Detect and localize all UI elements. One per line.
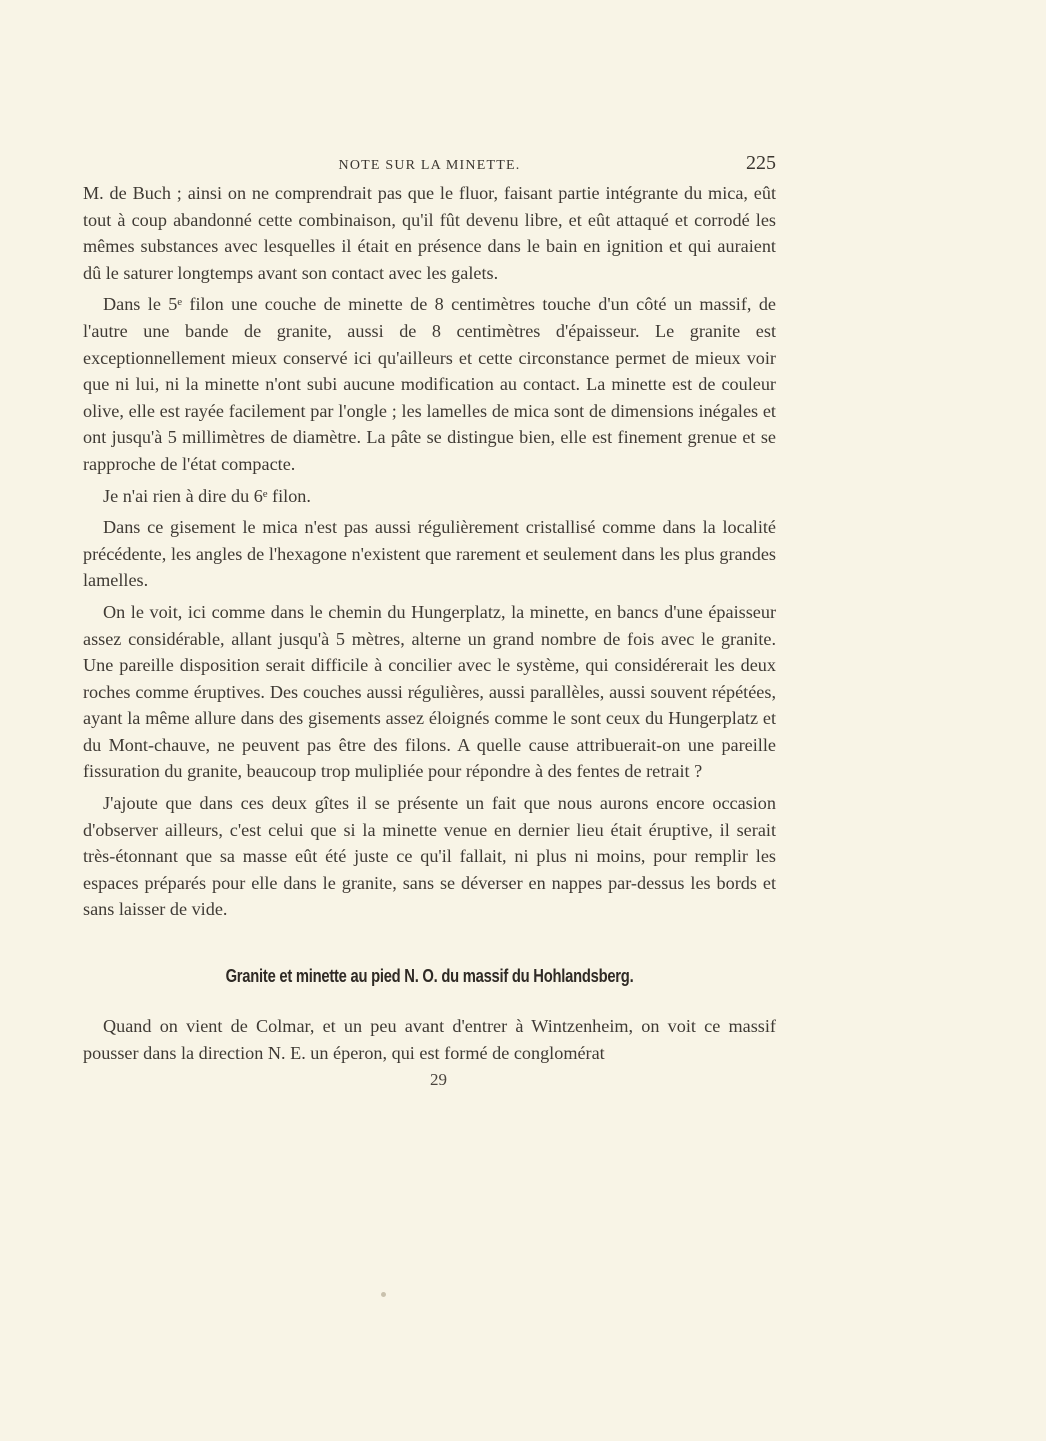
document-page: [83, 150, 776, 1090]
paragraph: Dans le 5ᵉ filon une couche de minette de 8 centimètres touche d'un côté un massif, de l'autre une bande de granite, aussi de 8 centimètres d'épaisseur. Le granite est exceptionnellement mieux conservé ici qu'ailleurs et cette circonstance permet de mieux voir que ni lui, ni la minette n'ont subi aucune modification au contact. La minette est de couleur olive, elle est rayée facilement par l'ongle ; les lamelles de mica sont de dimensions inégales et ont jusqu'à 5 millimètres de diamètre. La pâte se distingue bien, elle est finement grenue et se rapproche de l'état compacte.: [83, 294, 776, 474]
signature-mark: 29: [430, 1070, 447, 1090]
paragraph-continuation: M. de Buch ; ainsi on ne comprendrait pas que le fluor, faisant partie intégrante du mica, eût tout à coup abandonné cette combinaison, qu'il fût devenu libre, et eût attaqué et corrodé les mêmes substances avec lesquelles il était en présence dans le bain en ignition et qui auraient dû le saturer longtemps avant son contact avec les galets.: [83, 183, 776, 283]
running-head: [83, 150, 776, 180]
section-heading: Granite et minette au pied N. O. du massif du Hohlandsberg.: [225, 966, 634, 987]
paragraph: Je n'ai rien à dire du 6ᵉ filon.: [103, 485, 311, 506]
paragraph: Dans ce gisement le mica n'est pas aussi régulièrement cristallisé comme dans la localité précédente, les angles de l'hexagone n'existent que rarement et seulement dans les plus grandes lamelles.: [83, 517, 776, 591]
page-number: 225: [746, 152, 776, 174]
paragraph: J'ajoute que dans ces deux gîtes il se présente un fait que nous aurons encore occasion d'observer ailleurs, c'est celui que si la minette venue en dernier lieu était éruptive, il serait très-étonnant que sa masse eût été juste ce qu'il fallait, ni plus ni moins, pour remplir les espaces préparés pour elle dans le granite, sans se déverser en nappes par-dessus les bords et sans laisser de vide.: [83, 793, 776, 920]
running-title: NOTE SUR LA MINETTE.: [338, 158, 521, 173]
paper-speck: [381, 1292, 386, 1297]
paragraph: On le voit, ici comme dans le chemin du Hungerplatz, la minette, en bancs d'une épaisseur assez considérable, allant jusqu'à 5 mètres, alterne un grand nombre de fois avec le granite. Une pareille disposition serait difficile à concilier avec le système, qui considérerait les deux roches comme éruptives. Des couches aussi régulières, aussi parallèles, aussi souvent répétées, ayant la même allure dans des gisements assez éloignés comme le sont ceux du Hungerplatz et du Mont-chauve, ne peuvent pas être des filons. A quelle cause attribuerait-on une pareille fissuration du granite, beaucoup trop mulipliée pour répondre à des fentes de retrait ?: [83, 601, 776, 782]
paragraph: Quand on vient de Colmar, et un peu avant d'entrer à Wintzenheim, on voit ce massif pousser dans la direction N. E. un éperon, qui est formé de conglomérat: [83, 1016, 776, 1063]
